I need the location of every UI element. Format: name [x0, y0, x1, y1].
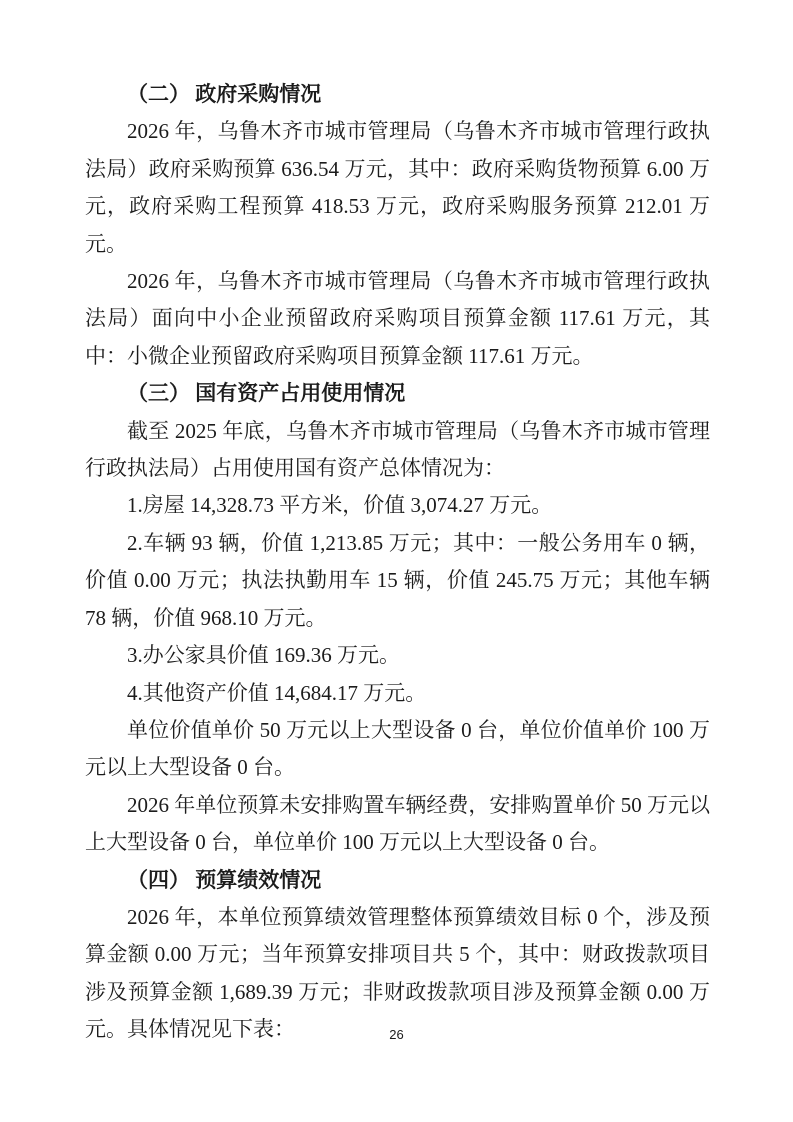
paragraph-assets-furniture: 3.办公家具价值 169.36 万元。	[127, 643, 400, 668]
paragraph-assets-other: 4.其他资产价值 14,684.17 万元。	[127, 680, 427, 705]
paragraph-performance-targets: 2026 年，本单位预算绩效管理整体预算绩效目标 0 个，涉及预算金额 0.00 万元；当年预算安排项目共 5 个，其中：财政拨款项目涉及预算金额 1,689.39 万元；非财政拨款项目涉及预算金额 0.00 万元。具体情况见下表：	[85, 904, 710, 1042]
page-number: 26	[389, 1027, 404, 1042]
paragraph-assets-overview: 截至 2025 年底，乌鲁木齐市城市管理局（乌鲁木齐市城市管理行政执法局）占用使用国有资产总体情况为：	[85, 418, 710, 481]
section-government-procurement	[85, 76, 710, 375]
paragraph-assets-housing: 1.房屋 14,328.73 平方米，价值 3,074.27 万元。	[127, 493, 553, 518]
section-budget-performance	[85, 862, 710, 1049]
paragraph-procurement-budget: 2026 年，乌鲁木齐市城市管理局（乌鲁木齐市城市管理行政执法局）政府采购预算 636.54 万元，其中：政府采购货物预算 6.00 万元，政府采购工程预算 418.53 万元，政府采购服务预算 212.01 万元。	[85, 119, 710, 256]
paragraph-assets-large-equipment: 单位价值单价 50 万元以上大型设备 0 台，单位价值单价 100 万元以上大型设备 0 台。	[85, 717, 710, 780]
section-state-assets	[85, 375, 710, 861]
paragraph-assets-vehicles: 2.车辆 93 辆，价值 1,213.85 万元；其中：一般公务用车 0 辆，价值 0.00 万元；执法执勤用车 15 辆，价值 245.75 万元；其他车辆 78 辆，价值 968.10 万元。	[85, 530, 710, 630]
section-heading-state-assets: （三） 国有资产占用使用情况	[127, 381, 406, 406]
document-body	[85, 76, 710, 1049]
paragraph-procurement-sme-reserved: 2026 年，乌鲁木齐市城市管理局（乌鲁木齐市城市管理行政执法局）面向中小企业预留政府采购项目预算金额 117.61 万元，其中：小微企业预留政府采购项目预算金额 117.61 万元。	[85, 269, 710, 368]
section-heading-government-procurement: （二） 政府采购情况	[127, 82, 322, 106]
paragraph-assets-2026-purchases: 2026 年单位预算未安排购置车辆经费，安排购置单价 50 万元以上大型设备 0 台，单位单价 100 万元以上大型设备 0 台。	[85, 792, 710, 855]
section-heading-budget-performance: （四） 预算绩效情况	[127, 867, 322, 892]
